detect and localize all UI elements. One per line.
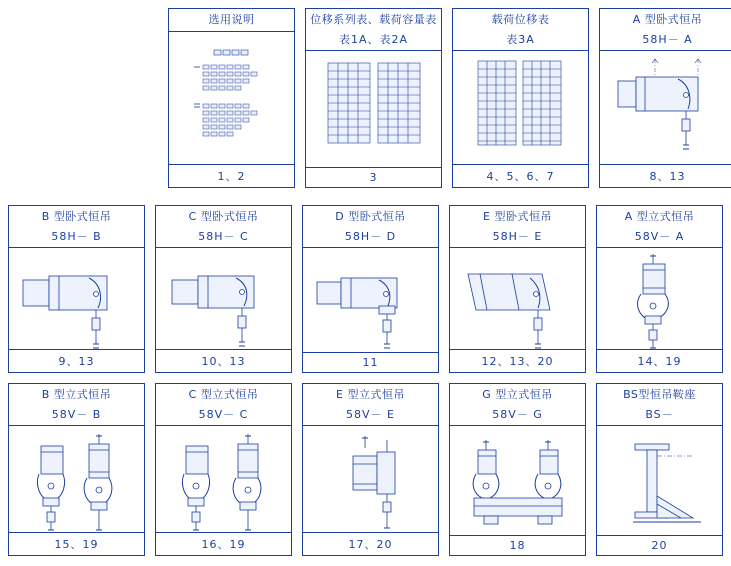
- card-subtitle: 58V－ E: [303, 404, 438, 427]
- card-title: B 型立式恒吊: [41, 388, 112, 401]
- card-subtitle: 58H－ D: [303, 226, 438, 249]
- sheet-row-3: [8, 383, 723, 556]
- card-subtitle: 58V－ C: [156, 404, 291, 427]
- index-card-horizontal-hanger-b[interactable]: [8, 205, 145, 373]
- card-title: E 型卧式恒吊: [483, 210, 552, 223]
- card-title: B 型卧式恒吊: [41, 210, 112, 223]
- card-subtitle: 58H－ E: [450, 226, 585, 249]
- card-figure-vertical-hanger-b: [9, 426, 144, 532]
- card-footer: 4、5、6、7: [453, 164, 588, 187]
- card-title: A 型卧式恒吊: [632, 13, 703, 26]
- card-figure-saddle-bs: [597, 426, 722, 535]
- card-footer: 14、19: [597, 349, 722, 372]
- card-subtitle: 58H－ C: [156, 226, 291, 249]
- figure-horizontal-hanger-a: [600, 51, 731, 164]
- card-figure-vertical-hanger-g: [450, 426, 585, 535]
- card-footer: 12、13、20: [450, 349, 585, 372]
- card-title: G 型立式恒吊: [482, 388, 553, 401]
- figure-saddle-bs: [597, 426, 722, 535]
- card-subtitle: 58H－ A: [600, 29, 731, 52]
- card-title: C 型立式恒吊: [188, 388, 259, 401]
- card-figure-vertical-hanger-c: [156, 426, 291, 532]
- card-footer: 11: [303, 352, 438, 372]
- figure-vertical-hanger-b: [9, 426, 144, 532]
- card-figure-horizontal-hanger-b: [9, 248, 144, 349]
- figure-vertical-hanger-c: [156, 426, 291, 532]
- index-card-selection-notes[interactable]: [168, 8, 295, 188]
- card-title: 位移系列表、载荷容量表: [310, 13, 437, 26]
- card-footer: 16、19: [156, 532, 291, 555]
- figure-text-list-diagram: [169, 32, 294, 165]
- card-figure-vertical-hanger-a: [597, 248, 722, 349]
- card-subtitle: 表1A、表2A: [306, 29, 441, 52]
- index-card-saddle-bs[interactable]: [596, 383, 723, 556]
- index-card-horizontal-hanger-d[interactable]: [302, 205, 439, 373]
- card-figure-horizontal-hanger-e: [450, 248, 585, 349]
- card-title: 选用说明: [169, 9, 294, 32]
- index-card-vertical-hanger-b[interactable]: [8, 383, 145, 556]
- card-subtitle: 58V－ B: [9, 404, 144, 427]
- card-title: C 型卧式恒吊: [188, 210, 259, 223]
- card-subtitle: 58H－ B: [9, 226, 144, 249]
- card-figure-text-list: [169, 32, 294, 165]
- index-card-displacement-load-tables[interactable]: [305, 8, 442, 188]
- card-footer: 18: [450, 535, 585, 555]
- figure-horizontal-hanger-e: [450, 248, 585, 349]
- figure-tables-diagram: [306, 51, 441, 167]
- figure-vertical-hanger-e: [303, 426, 438, 532]
- card-footer: 8、13: [600, 164, 731, 187]
- index-card-vertical-hanger-a[interactable]: [596, 205, 723, 373]
- card-subtitle: 58V－ G: [450, 404, 585, 427]
- card-subtitle: BS－: [597, 404, 722, 427]
- index-card-vertical-hanger-g[interactable]: [449, 383, 586, 556]
- card-footer: 10、13: [156, 349, 291, 372]
- index-card-horizontal-hanger-e[interactable]: [449, 205, 586, 373]
- figure-vertical-hanger-g: [450, 426, 585, 535]
- figure-horizontal-hanger-b: [9, 248, 144, 349]
- card-figure-tables: [306, 51, 441, 167]
- index-card-horizontal-hanger-a[interactable]: [599, 8, 731, 188]
- card-title: D 型卧式恒吊: [335, 210, 406, 223]
- card-footer: 15、19: [9, 532, 144, 555]
- card-subtitle: 58V－ A: [597, 226, 722, 249]
- card-figure-horizontal-hanger-d: [303, 248, 438, 352]
- index-card-vertical-hanger-c[interactable]: [155, 383, 292, 556]
- card-footer: 17、20: [303, 532, 438, 555]
- card-title: 载荷位移表: [491, 13, 550, 26]
- sheet-row-2: [8, 205, 723, 373]
- figure-table-single-diagram: [453, 51, 588, 164]
- card-title: E 型立式恒吊: [336, 388, 405, 401]
- index-card-horizontal-hanger-c[interactable]: [155, 205, 292, 373]
- index-card-load-displacement-table[interactable]: [452, 8, 589, 188]
- figure-vertical-hanger-a: [597, 248, 722, 349]
- card-footer: 1、2: [169, 164, 294, 187]
- index-card-vertical-hanger-e[interactable]: [302, 383, 439, 556]
- card-subtitle: 表3A: [453, 29, 588, 52]
- card-figure-horizontal-hanger-a: [600, 51, 731, 164]
- card-figure-vertical-hanger-e: [303, 426, 438, 532]
- sheet-row-1: [168, 8, 731, 188]
- card-title: A 型立式恒吊: [624, 210, 695, 223]
- figure-horizontal-hanger-d: [303, 248, 438, 352]
- card-figure-horizontal-hanger-c: [156, 248, 291, 349]
- card-footer: 9、13: [9, 349, 144, 372]
- card-footer: 3: [306, 167, 441, 187]
- card-figure-table-single: [453, 51, 588, 164]
- card-title: BS型恒吊鞍座: [623, 388, 696, 401]
- figure-horizontal-hanger-c: [156, 248, 291, 349]
- card-footer: 20: [597, 535, 722, 555]
